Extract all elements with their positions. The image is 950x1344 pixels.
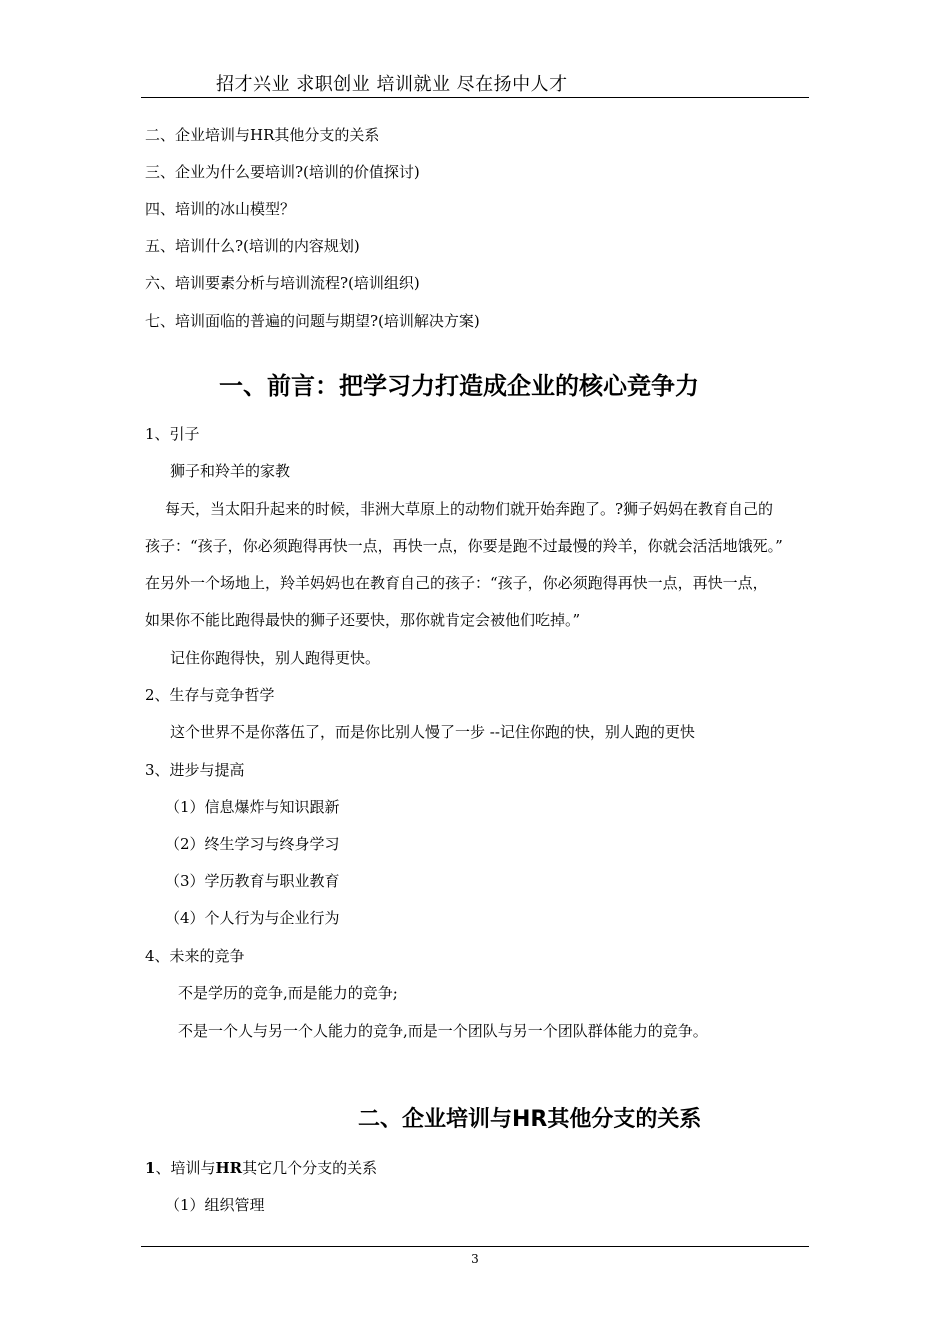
intro-heading: 1、引子 <box>145 425 200 443</box>
item2-heading: 2、生存与竞争哲学 <box>145 686 275 704</box>
item3-list-item: （4）个人行为与企业行为 <box>165 909 340 927</box>
toc-item: 五、培训什么?(培训的内容规划) <box>145 237 360 255</box>
story-line: 如果你不能比跑得最快的狮子还要快，那你就肯定会被他们吃掉。” <box>145 611 581 629</box>
section2-item1 <box>145 1157 377 1178</box>
toc-item: 六、培训要素分析与培训流程?(培训组织) <box>145 274 420 292</box>
item4-line: 不是一个人与另一个人能力的竞争,而是一个团队与另一个团队群体能力的竞争。 <box>178 1022 708 1040</box>
toc-item: 四、培训的冰山模型？ <box>145 200 296 218</box>
item1-post: 其它几个分支的关系 <box>242 1159 378 1177</box>
header-rule <box>141 97 809 98</box>
story-line: 孩子：“孩子，你必须跑得再快一点，再快一点，你要是跑不过最慢的羚羊，你就会活活地饿死。” <box>145 537 783 555</box>
item1-number: 1 <box>145 1159 156 1177</box>
story-title: 狮子和羚羊的家教 <box>170 462 291 480</box>
toc-item: 二、企业培训与HR其他分支的关系 <box>145 126 380 144</box>
item3-heading: 3、进步与提高 <box>145 761 245 779</box>
item2-text: 这个世界不是你落伍了，而是你比别人慢了一步 --记住你跑的快，别人跑的更快 <box>170 723 695 741</box>
section2-title: 二、企业培训与HR其他分支的关系 <box>358 1107 702 1132</box>
item3-list-item: （3）学历教育与职业教育 <box>165 872 340 890</box>
toc-item: 三、企业为什么要培训?(培训的价值探讨) <box>145 163 420 181</box>
item3-list-item: （1）信息爆炸与知识跟新 <box>165 798 340 816</box>
item1-pre: 、培训与 <box>155 1159 216 1177</box>
section2-sub1: （1）组织管理 <box>165 1196 265 1214</box>
footer-rule <box>141 1246 809 1247</box>
item3-list-item: （2）终生学习与终身学习 <box>165 835 340 853</box>
toc-item: 七、培训面临的普遍的问题与期望?(培训解决方案) <box>145 312 480 330</box>
story-moral: 记住你跑得快，别人跑得更快。 <box>170 649 381 667</box>
section1-title: 一、前言：把学习力打造成企业的核心竞争力 <box>219 372 699 400</box>
header-slogan: 招才兴业 求职创业 培训就业 尽在扬中人才 <box>216 74 568 95</box>
story-line: 每天，当太阳升起来的时候，非洲大草原上的动物们就开始奔跑了。?狮子妈妈在教育自己的 <box>165 500 774 518</box>
item1-bold: HR <box>215 1159 243 1177</box>
page-number: 3 <box>471 1252 479 1266</box>
item4-heading: 4、未来的竞争 <box>145 947 245 965</box>
story-line: 在另外一个场地上，羚羊妈妈也在教育自己的孩子：“孩子，你必须跑得再快一点，再快一点， <box>145 574 768 592</box>
item4-line: 不是学历的竞争,而是能力的竞争; <box>178 984 398 1002</box>
